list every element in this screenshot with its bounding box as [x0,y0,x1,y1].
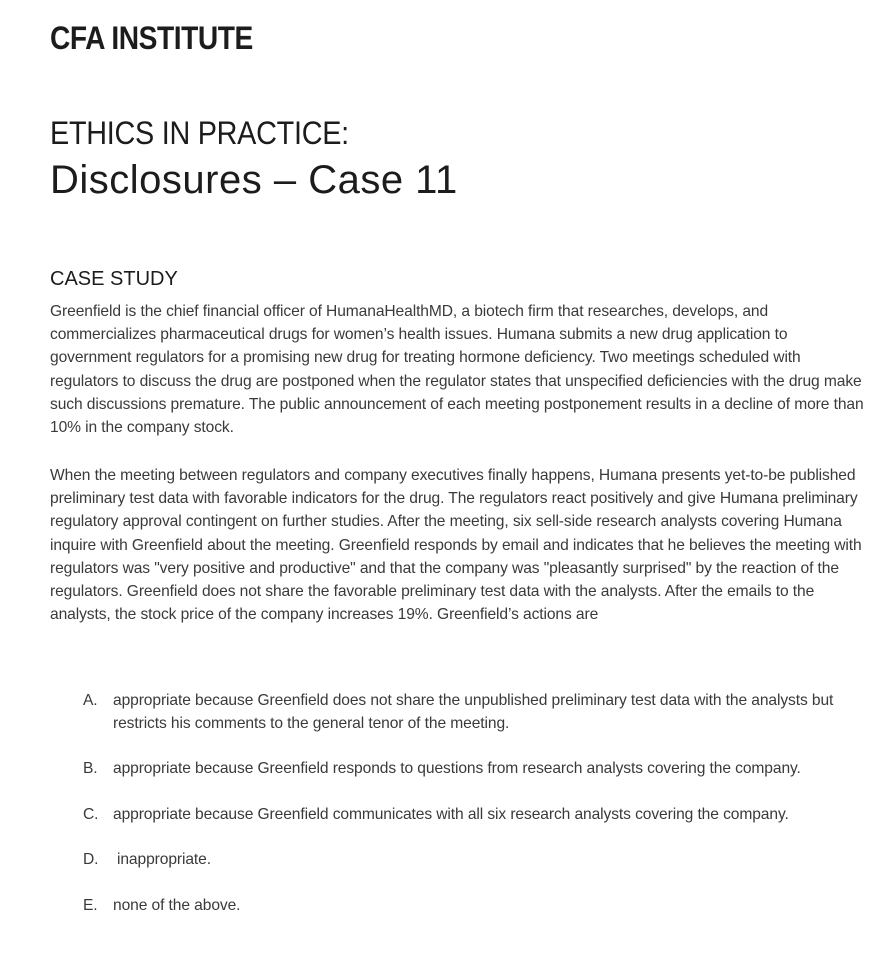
answer-options-list [50,689,872,917]
answer-text-b: appropriate because Greenfield responds to questions from research analysts covering the company. [113,760,801,778]
case-study-paragraph-2: When the meeting between regulators and company executives finally happens, Humana presents yet-to-be published preliminary test data with favorable indicators for the drug. The regulators react positively and give Humana preliminary regulatory approval contingent on further studies. After the meeting, six sell-side research analysts covering Humana inquire with Greenfield about the meeting. Greenfield responds by email and indicates that he believes the meeting with regulators was "very positive and productive" and that the company was "pleasantly surprised" by the reaction of the regulators. Greenfield does not share the favorable preliminary test data with the analysts. After the emails to the analysts, the stock price of the company increases 19%. Greenfield’s actions are [50,467,862,624]
answer-letter-c: C. [83,805,99,823]
answer-option-b[interactable] [50,757,872,780]
answer-letter-e: E. [83,897,98,915]
answer-option-c[interactable] [50,803,872,826]
answer-letter-a: A. [83,692,98,709]
case-study-heading: CASE STUDY [50,268,178,290]
answer-letter-b: B. [83,760,98,778]
answer-option-d[interactable] [50,848,872,871]
answer-option-a[interactable] [50,689,872,735]
answer-option-e[interactable] [50,894,872,917]
answer-text-a: appropriate because Greenfield does not share the unpublished preliminary test data with the analysts but restricts his comments to the general tenor of the meeting. [113,692,834,733]
answer-text-c: appropriate because Greenfield communicates with all six research analysts covering the company. [113,805,789,823]
case-title: Disclosures – Case 11 [50,158,458,202]
case-study-paragraph-1: Greenfield is the chief financial officer of HumanaHealthMD, a biotech firm that researches, develops, and commercializes pharmaceutical drugs for women’s health issues. Humana submits a new drug application to government regulators for a promising new drug for treating hormone deficiency. Two meetings scheduled with regulators to discuss the drug are postponed when the regulator states that unspecified deficiencies with the drug make such discussions premature. The public announcement of each meeting postponement results in a decline of more than 10% in the company stock. [50,303,864,437]
answer-letter-d: D. [83,850,99,868]
answer-text-e: none of the above. [113,897,241,915]
series-label: ETHICS IN PRACTICE: [50,115,349,151]
organization-name: CFA INSTITUTE [50,20,253,56]
answer-text-d: inappropriate. [117,850,211,868]
